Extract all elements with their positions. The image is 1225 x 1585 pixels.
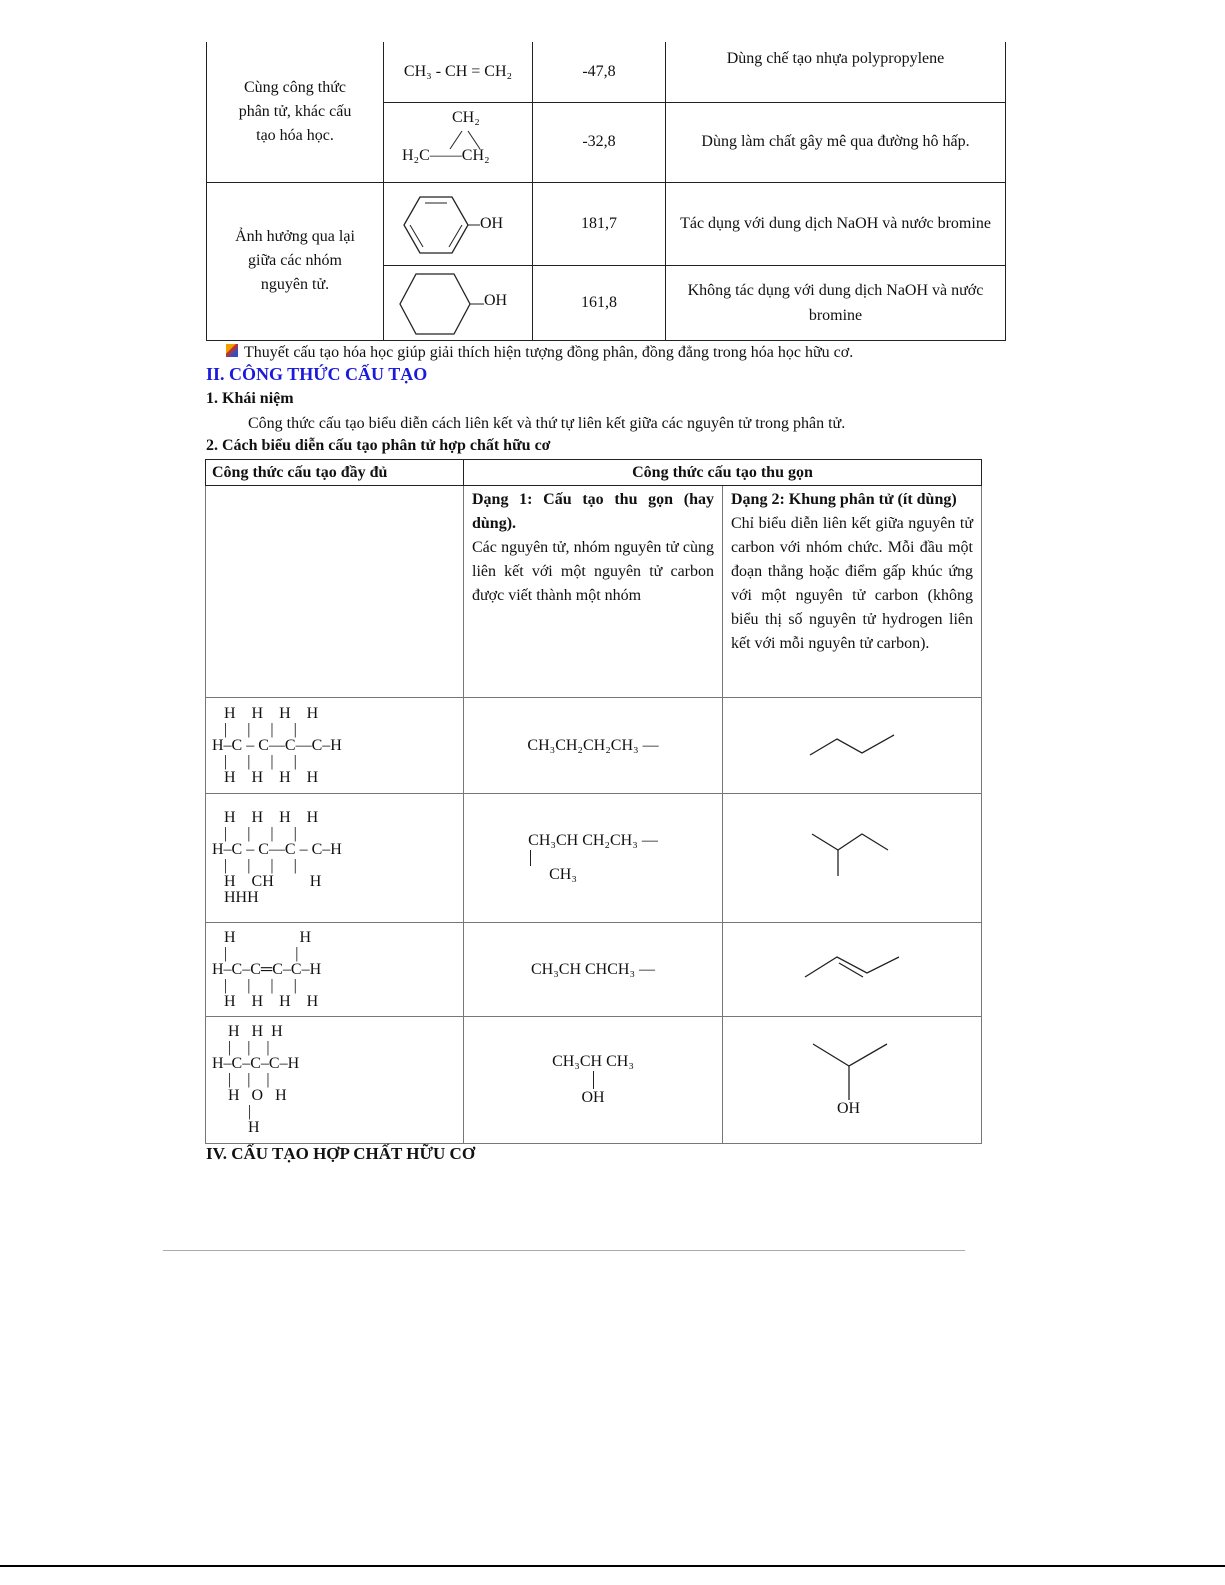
skeletal-butane-icon — [802, 723, 902, 763]
condensed-formula: CH₃CH CHCH₃ — — [530, 960, 656, 978]
section-heading-iv: IV. CẤU TẠO HỢP CHẤT HỮU CƠ — [206, 1144, 476, 1163]
col-header-full: Công thức cấu tạo đầy đủ — [206, 460, 464, 486]
value-cell: 161,8 — [533, 265, 666, 340]
subheading-representation: 2. Cách biểu diễn cấu tạo phân tử hợp chất hữu cơ — [206, 437, 551, 454]
phenol-structure — [384, 182, 533, 265]
oh-label: OH — [484, 291, 508, 309]
benzene-ring-icon — [400, 193, 480, 257]
full-formula: H H H | | | H–C–C–C–H | | | H O H | H — [212, 1023, 300, 1136]
condensed-formula: CH₃CH CH₃ — [552, 1053, 634, 1070]
concept-text: Công thức cấu tạo biểu diễn cách liên kết và thứ tự liên kết giữa các nguyên tử trong phân tử. — [248, 415, 846, 432]
page-bottom-edge — [0, 1565, 1225, 1567]
oh-label: OH — [480, 214, 504, 232]
table-row — [206, 794, 982, 923]
condensed-formula: CH₃CH₂CH₂CH₃ — — [527, 736, 659, 754]
value-cell: -32,8 — [533, 102, 666, 182]
full-formula: H H H H | | | | H–C – C—C—C–H | | | | H H H H — [212, 704, 342, 786]
section-heading: II. CÔNG THỨC CẤU TẠO — [206, 364, 428, 384]
formula-top: CH₂ — [452, 109, 480, 126]
footer-divider — [163, 1250, 965, 1251]
dang1-description: Dạng 1: Cấu tạo thu gọn (hay dùng). Các nguyên tử, nhóm nguyên tử cùng liên kết với một nguyên tử carbon được viết thành một nhóm — [464, 486, 723, 698]
table-row — [206, 698, 982, 794]
use-cell: Dùng làm chất gây mê qua đường hô hấp. — [666, 102, 1006, 182]
group-label: Ảnh hưởng qua lại giữa các nhóm nguyên tử. — [207, 182, 384, 340]
skeletal-methylbutane-icon — [802, 826, 902, 886]
condensed-branch: CH₃ — [549, 866, 577, 883]
value-cell: 181,7 — [533, 182, 666, 265]
dang2-description: Dạng 2: Khung phân tử (ít dùng) Chỉ biểu diễn liên kết giữa nguyên tử carbon với nhóm chức. Mỗi đầu một đoạn thẳng hoặc điểm gấp khúc ứng với một nguyên tử carbon (không biểu thị số nguyên tử hydrogen liên kết với mỗi nguyên tử carbon). — [723, 486, 982, 698]
ring-bonds-icon — [390, 107, 530, 177]
condensed-branch: OH — [581, 1089, 605, 1106]
full-formula: H H H H | | | | H–C – C—C – C–H | | | | H CH H HHH — [212, 809, 342, 906]
formula-bottom: H₂C——CH₂ — [402, 147, 490, 164]
comparison-table — [206, 42, 1006, 341]
note-line — [226, 342, 853, 364]
use-cell: Không tác dụng với dung dịch NaOH và nước bromine — [666, 265, 1006, 340]
subheading-concept: 1. Khái niệm — [206, 390, 294, 407]
bullet-icon — [226, 344, 238, 357]
skeletal-propanol-icon — [807, 1040, 897, 1102]
use-cell: Dùng chế tạo nhựa polypropylene — [666, 42, 1006, 102]
use-cell: Tác dụng với dung dịch NaOH và nước bromine — [666, 182, 1006, 265]
formula-cell: CH₃ - CH = CH₂ — [384, 42, 533, 102]
note-text: Thuyết cấu tạo hóa học giúp giải thích hiện tượng đồng phân, đồng đẳng trong hóa học hữu cơ. — [244, 344, 854, 361]
col-header-condensed: Công thức cấu tạo thu gọn — [464, 460, 982, 486]
cyclohexanol-structure — [384, 265, 533, 340]
cyclohexane-ring-icon — [396, 272, 486, 336]
structure-table — [205, 459, 982, 1144]
cyclopropane-formula — [384, 102, 533, 182]
condensed-formula: CH₃CH CH₂CH₃ — — [528, 832, 658, 849]
table-row — [206, 923, 982, 1017]
skeletal-butene-icon — [797, 947, 907, 987]
full-formula: H H | | H–C–C═C–C–H | | | | H H H H — [212, 928, 322, 1010]
group-label: Cùng công thức phân tử, khác cấu tạo hóa học. — [207, 42, 384, 182]
value-cell: -47,8 — [533, 42, 666, 102]
oh-label: OH — [837, 1100, 861, 1117]
table-row — [206, 1017, 982, 1144]
